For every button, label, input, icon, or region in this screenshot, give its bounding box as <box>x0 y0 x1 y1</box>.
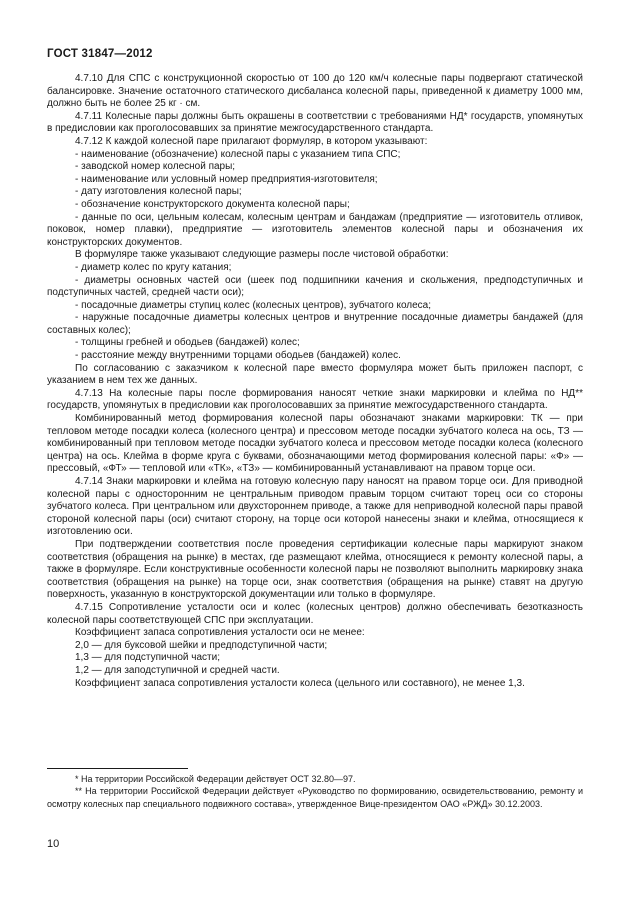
footnote: ** На территории Российской Федерации действует «Руководство по формированию, освидетельствованию, ремонту и осмотру колесных пар специального подвижного состава», утвержденное Вице-президентом ОАО «РЖД» 30.12.2003. <box>47 786 583 809</box>
footnote-separator <box>47 768 188 769</box>
body-text <box>47 73 583 690</box>
body-paragraph: В формуляре также указывают следующие размеры после чистовой обработки: <box>75 249 449 261</box>
body-paragraph: - данные по оси, цельным колесам, колесным центрам и бандажам (предприятие — изготовитель отливок, поковок, номер плавки), предприятие — изготовитель элементов колесной пары и обозначения их конструкторских документов. <box>47 211 583 248</box>
body-paragraph: - обозначение конструкторского документа колесной пары; <box>75 198 350 210</box>
body-paragraph: 4.7.13 На колесные пары после формирования наносят четкие знаки маркировки и клейма по НД** государств, упомянутых в предисловии как проголосовавших за принятие межгосударственного стандарта. <box>47 387 583 412</box>
body-paragraph: Комбинированный метод формирования колесной пары обозначают знаками маркировки: ТК — при тепловом методе посадки колеса (колесного центра) и прессовом методе посадки зубчатого колеса на ось, ТЗ — комбинированный при тепловом методе посадки зубчатого колеса и прессовом методе посадки колеса (колесного центра) на ось. Клейма в форме круга с буквами, обозначающими метод формирования колесной пары: «Ф» — прессовый, «ФТ» — тепловой или «ТК», «ТЗ» — комбинированный устанавливают на правом торце оси. <box>47 413 583 475</box>
body-paragraph: 1,3 — для подступичной части; <box>75 652 220 664</box>
body-paragraph: При подтверждении соответствия после проведения сертификации колесные пары маркируют знаком соответствия (обращения на рынке) в местах, где размещают клейма, относящиеся к ремонту колесной пары, а также в формуляре. Если конструктивные особенности колесной пары не позволяют выполнить маркировку знака соответствия (обращения на рынке) на торце оси, знак соответствия (обращения на рынке) ставят на другую поверхность, указанную в конструкторской документации или только в формуляре. <box>47 538 583 601</box>
page-number: 10 <box>47 838 60 850</box>
body-paragraph: - посадочные диаметры ступиц колес (колесных центров), зубчатого колеса; <box>75 299 432 311</box>
body-paragraph: - наименование (обозначение) колесной пары с указанием типа СПС; <box>75 148 401 160</box>
body-paragraph: - диаметры основных частей оси (шеек под подшипники качения и скольжения, предподступичных и подступичных частей, средней части оси); <box>47 274 583 299</box>
body-paragraph: - наименование или условный номер предприятия-изготовителя; <box>75 173 378 185</box>
body-paragraph: 4.7.14 Знаки маркировки и клейма на готовую колесную пару наносят на правом торце оси. Для приводной колесной пары с односторонним не центральным приводом правым торцом считают торец оси со стороны зубчатого колеса. При центральном или двухстороннем приводе, а также для неприводной колесной пары правой стороной колесной пары (оси) считают сторону, на торце оси которой нанесены знаки и клейма, относящиеся к изготовлению оси. <box>47 476 583 538</box>
body-paragraph: Коэффициент запаса сопротивления усталости оси не менее: <box>75 627 365 639</box>
body-paragraph: - толщины гребней и ободьев (бандажей) колес; <box>75 337 300 349</box>
body-paragraph: - расстояние между внутренними торцами ободьев (бандажей) колес. <box>75 350 401 362</box>
body-paragraph: 2,0 — для буксовой шейки и предподступичной части; <box>75 639 328 651</box>
body-paragraph: 4.7.10 Для СПС с конструкционной скоростью от 100 до 120 км/ч колесные пары подвергают статической балансировке. Значение остаточного статического дисбаланса колесной пары, приведенной к диаметру 1000 мм, должно быть не более 25 кг · см. <box>47 73 583 110</box>
body-paragraph: 1,2 — для заподступичной и средней части. <box>75 664 280 676</box>
footnotes <box>47 773 583 810</box>
body-paragraph: 4.7.11 Колесные пары должны быть окрашены в соответствии с требованиями НД* государств, упомянутых в предисловии как проголосовавших за принятие межгосударственного стандарта. <box>47 110 583 135</box>
body-paragraph: - дату изготовления колесной пары; <box>75 186 242 198</box>
body-paragraph: - наружные посадочные диаметры колесных центров и внутренние посадочные диаметры бандажей (для составных колес); <box>47 312 583 336</box>
body-paragraph: - заводской номер колесной пары; <box>75 161 236 173</box>
footnote: * На территории Российской Федерации действует ОСТ 32.80—97. <box>75 774 356 784</box>
page-header: ГОСТ 31847—2012 <box>47 48 153 60</box>
body-paragraph: По согласованию с заказчиком к колесной паре вместо формуляра может быть приложен паспорт, с указанием в нем тех же данных. <box>47 362 583 387</box>
body-paragraph: 4.7.15 Сопротивление усталости оси и колес (колесных центров) должно обеспечивать безотказность колесной пары соответствующей СПС при эксплуатации. <box>47 601 583 626</box>
body-paragraph: - диаметр колес по кругу катания; <box>75 261 232 273</box>
body-paragraph: Коэффициент запаса сопротивления усталости колеса (цельного или составного), не менее 1,3. <box>75 677 525 689</box>
body-paragraph: 4.7.12 К каждой колесной паре прилагают формуляр, в котором указывают: <box>75 135 428 147</box>
